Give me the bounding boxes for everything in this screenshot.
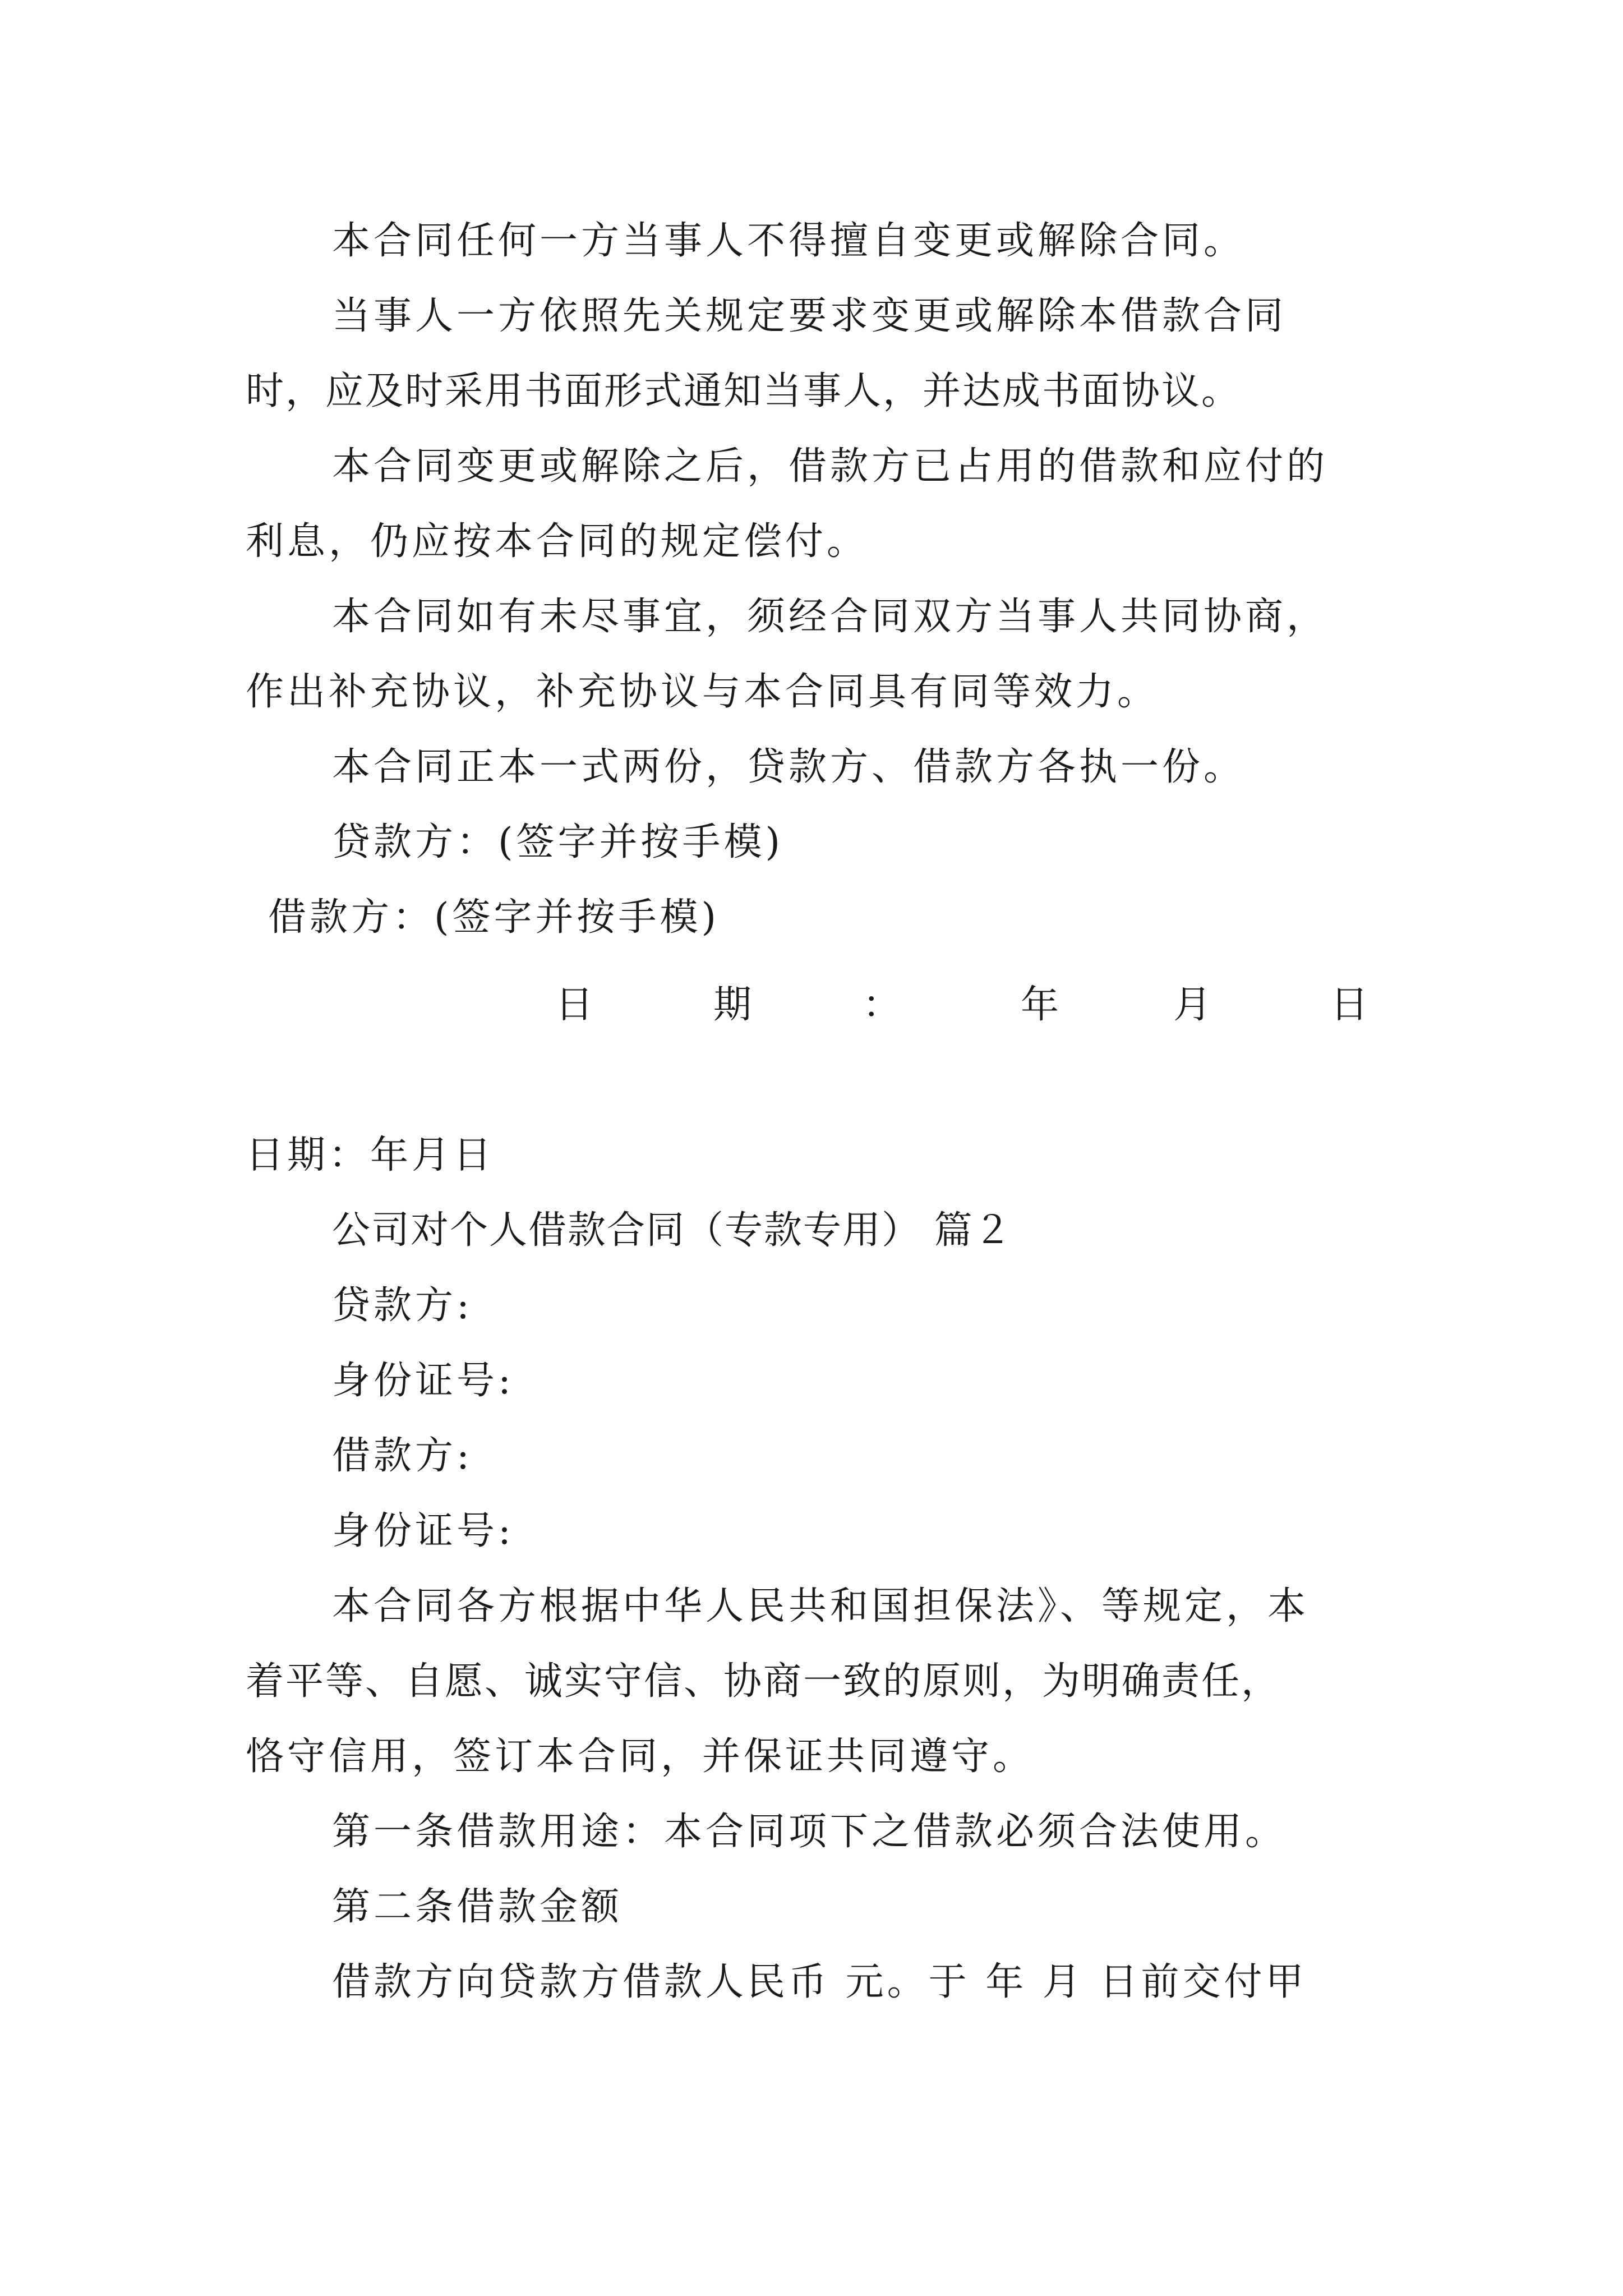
date-char-ri: 日 <box>555 983 594 1027</box>
paragraph-line: 本合同任何一方当事人不得擅自变更或解除合同。 <box>332 219 1246 263</box>
section-title: 公司对个人借款合同（专款专用） 篇２ <box>332 1208 1013 1253</box>
date-line-compact: 日期：年月日 <box>246 1133 495 1177</box>
borrower-id-label: 身份证号: <box>332 1509 514 1553</box>
paragraph-line: 时，应及时采用书面形式通知当事人，并达成书面协议。 <box>246 369 1242 413</box>
date-line-spread <box>555 983 1385 1028</box>
paragraph-line: 恪守信用，签订本合同，并保证共同遵守。 <box>246 1734 1035 1779</box>
paragraph-line: 本合同各方根据中华人民共和国担保法》、等规定，本 <box>332 1584 1310 1628</box>
borrower-label: 借款方: <box>332 1434 473 1478</box>
article-one: 第一条借款用途：本合同项下之借款必须合法使用。 <box>332 1810 1287 1854</box>
lender-label: 贷款方: <box>332 1283 473 1328</box>
date-char-nian: 年 <box>1021 983 1059 1027</box>
paragraph-line: 本合同变更或解除之后，借款方已占用的借款和应付的 <box>332 444 1329 489</box>
paragraph-line: 本合同如有未尽事宜，须经合同双方当事人共同协商， <box>332 595 1329 639</box>
date-char-ri2: 日 <box>1330 983 1369 1027</box>
lender-id-label: 身份证号: <box>332 1359 514 1403</box>
article-two-text: 借款方向贷款方借款人民币 元。于 年 月 日前交付甲 <box>332 1960 1307 2004</box>
paragraph-line: 当事人一方依照先关规定要求变更或解除本借款合同 <box>332 294 1287 338</box>
date-char-colon: ： <box>863 983 901 1027</box>
paragraph-line: 着平等、自愿、诚实守信、协商一致的原则，为明确责任， <box>246 1659 1281 1704</box>
borrower-signature-line: 借款方：(签字并按手模) <box>268 895 720 940</box>
date-char-yue: 月 <box>1173 983 1212 1027</box>
lender-signature-line: 贷款方：(签字并按手模) <box>332 820 784 864</box>
paragraph-line: 作出补充协议，补充协议与本合同具有同等效力。 <box>246 670 1159 714</box>
paragraph-line: 利息，仍应按本合同的规定偿付。 <box>246 519 869 564</box>
date-char-qi: 期 <box>713 983 752 1027</box>
article-two-heading: 第二条借款金额 <box>332 1885 623 1929</box>
paragraph-line: 本合同正本一式两份，贷款方、借款方各执一份。 <box>332 745 1246 789</box>
